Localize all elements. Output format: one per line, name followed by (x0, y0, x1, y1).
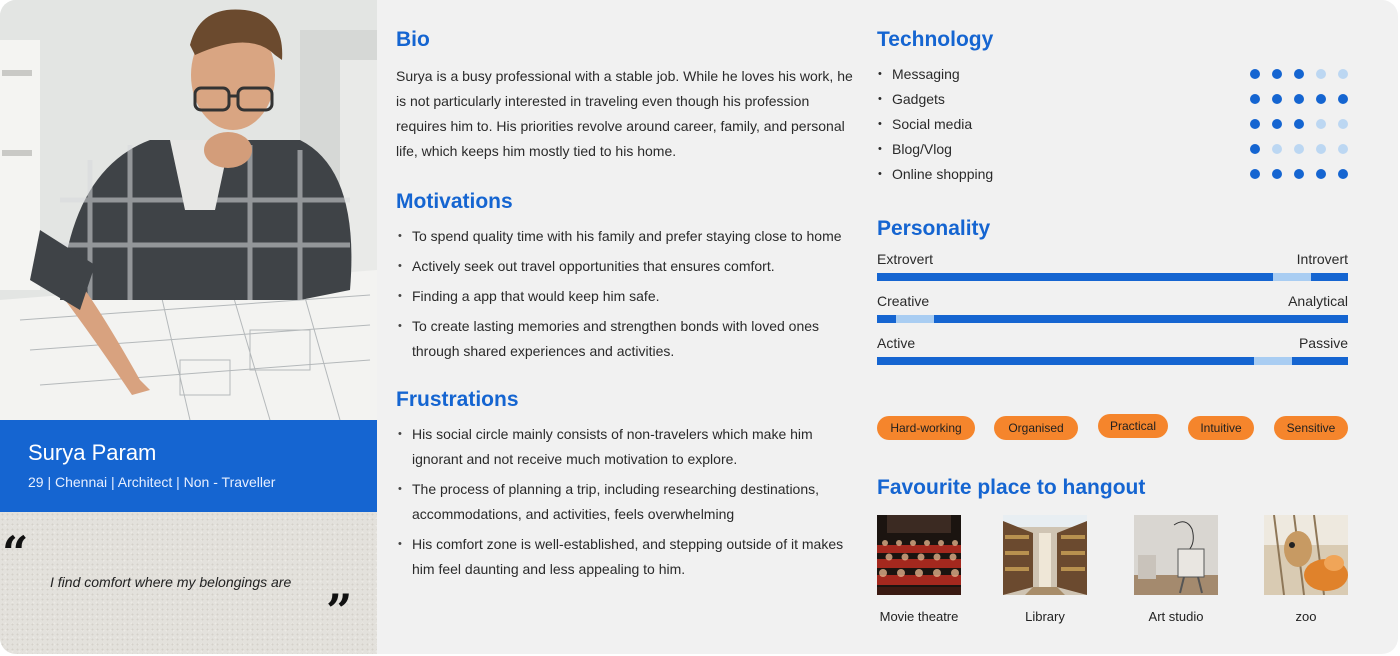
technology-heading: Technology (877, 28, 994, 51)
close-quote-icon: ” (326, 584, 353, 638)
rating-dot-empty (1338, 69, 1348, 79)
tech-row: • Blog/Vlog (877, 139, 1349, 164)
trait-slider (877, 357, 1348, 365)
frustrations-list (396, 422, 858, 582)
trait-marker (896, 315, 934, 323)
tech-rating (1250, 94, 1348, 104)
tech-rating (1250, 69, 1348, 79)
trait-marker (1273, 273, 1311, 281)
rating-dot-filled (1316, 94, 1326, 104)
tag-sensitive: Sensitive (1274, 416, 1348, 440)
rating-dot-empty (1316, 119, 1326, 129)
list-item: • His social circle mainly consists of non-travelers which make him ignorant and not receive much motivation to explore. (396, 422, 858, 472)
rating-dot-empty (1272, 144, 1282, 154)
trait-slider (877, 315, 1348, 323)
library-photo (1003, 515, 1087, 595)
rating-dot-filled (1294, 94, 1304, 104)
personality-trait (877, 293, 1349, 325)
tech-row: • Gadgets (877, 89, 1349, 114)
tech-label: Blog/Vlog (892, 141, 952, 157)
tech-row: • Messaging (877, 64, 1349, 89)
tech-label: Online shopping (892, 166, 994, 182)
motivations-heading: Motivations (396, 190, 513, 213)
rating-dot-filled (1338, 169, 1348, 179)
tag-hard-working: Hard-working (877, 416, 975, 440)
open-quote-icon: “ (2, 526, 29, 580)
rating-dot-filled (1250, 119, 1260, 129)
bio-text: Surya is a busy professional with a stable job. While he loves his work, he is not particularly interested in traveling even though his profession requires him to. His priorities revolve around career, family, and personal life, which keeps him mostly tied to his home. (396, 68, 853, 159)
favourite-places (877, 515, 1349, 635)
rating-dot-filled (1338, 94, 1348, 104)
profile-column (0, 0, 377, 654)
rating-dot-filled (1250, 69, 1260, 79)
trait-slider (877, 273, 1348, 281)
favourites-heading: Favourite place to hangout (877, 476, 1146, 499)
quote-text: I find comfort where my belongings are (50, 574, 292, 590)
place-label: Library (1025, 609, 1065, 624)
list-item: • His comfort zone is well-established, and stepping outside of it makes him feel daunting and less appealing to him. (396, 532, 858, 582)
place-label: Art studio (1148, 609, 1204, 624)
quote-box (0, 512, 377, 654)
place-label: Movie theatre (879, 609, 959, 624)
list-item: • The process of planning a trip, including researching destinations, accommodations, and activities, feels overwhelming (396, 477, 858, 527)
personality-trait (877, 335, 1349, 367)
place-label: zoo (1295, 609, 1317, 624)
zoo-photo (1264, 515, 1348, 595)
motivations-list (396, 224, 858, 364)
tech-row: • Social media (877, 114, 1349, 139)
personality-tags (877, 416, 1349, 442)
profile-meta: 29 | Chennai | Architect | Non - Traveller (28, 474, 276, 490)
rating-dot-filled (1250, 144, 1260, 154)
tag-practical: Practical (1098, 414, 1168, 438)
tech-label: Gadgets (892, 91, 945, 107)
rating-dot-filled (1272, 94, 1282, 104)
rating-dot-filled (1250, 169, 1260, 179)
rating-dot-empty (1338, 144, 1348, 154)
profile-name: Surya Param (28, 440, 157, 465)
place-card (1003, 515, 1087, 624)
tag-intuitive: Intuitive (1188, 416, 1254, 440)
tech-label: Social media (892, 116, 973, 132)
rating-dot-empty (1316, 69, 1326, 79)
list-item: • To create lasting memories and strengthen bonds with loved ones through shared experiences and activities. (396, 314, 858, 364)
frustrations-heading: Frustrations (396, 388, 519, 411)
tag-organised: Organised (994, 416, 1078, 440)
trait-right-label: Passive (1298, 335, 1348, 351)
rating-dot-filled (1294, 169, 1304, 179)
rating-dot-filled (1316, 169, 1326, 179)
details-column (396, 28, 858, 587)
list-item: • To spend quality time with his family and prefer staying close to home (396, 224, 858, 249)
profile-photo (0, 0, 377, 420)
place-card (1134, 515, 1218, 624)
personality-heading: Personality (877, 217, 991, 240)
rating-dot-empty (1316, 144, 1326, 154)
list-item: • Actively seek out travel opportunities that ensures comfort. (396, 254, 858, 279)
rating-dot-empty (1294, 144, 1304, 154)
rating-dot-filled (1272, 169, 1282, 179)
place-card (1264, 515, 1348, 624)
tech-rating (1250, 169, 1348, 179)
rating-dot-filled (1294, 69, 1304, 79)
tech-rating (1250, 144, 1348, 154)
trait-left-label: Active (877, 335, 916, 351)
trait-marker (1254, 357, 1292, 365)
technology-list (877, 64, 1349, 189)
trait-right-label: Analytical (1288, 293, 1348, 309)
place-card (877, 515, 961, 624)
list-item: • Finding a app that would keep him safe. (396, 284, 858, 309)
trait-right-label: Introvert (1296, 251, 1348, 267)
tech-row: • Online shopping (877, 164, 1349, 189)
bio-heading: Bio (396, 28, 430, 51)
rating-dot-filled (1272, 69, 1282, 79)
rating-dot-filled (1294, 119, 1304, 129)
tech-label: Messaging (892, 66, 960, 82)
rating-dot-empty (1338, 119, 1348, 129)
art-studio-photo (1134, 515, 1218, 595)
tech-rating (1250, 119, 1348, 129)
rating-dot-filled (1250, 94, 1260, 104)
traits-column (877, 28, 1349, 624)
movie-theatre-photo (877, 515, 961, 595)
personality-trait (877, 251, 1349, 283)
trait-left-label: Creative (877, 293, 930, 309)
profile-namebar (0, 420, 377, 512)
trait-left-label: Extrovert (877, 251, 934, 267)
rating-dot-filled (1272, 119, 1282, 129)
